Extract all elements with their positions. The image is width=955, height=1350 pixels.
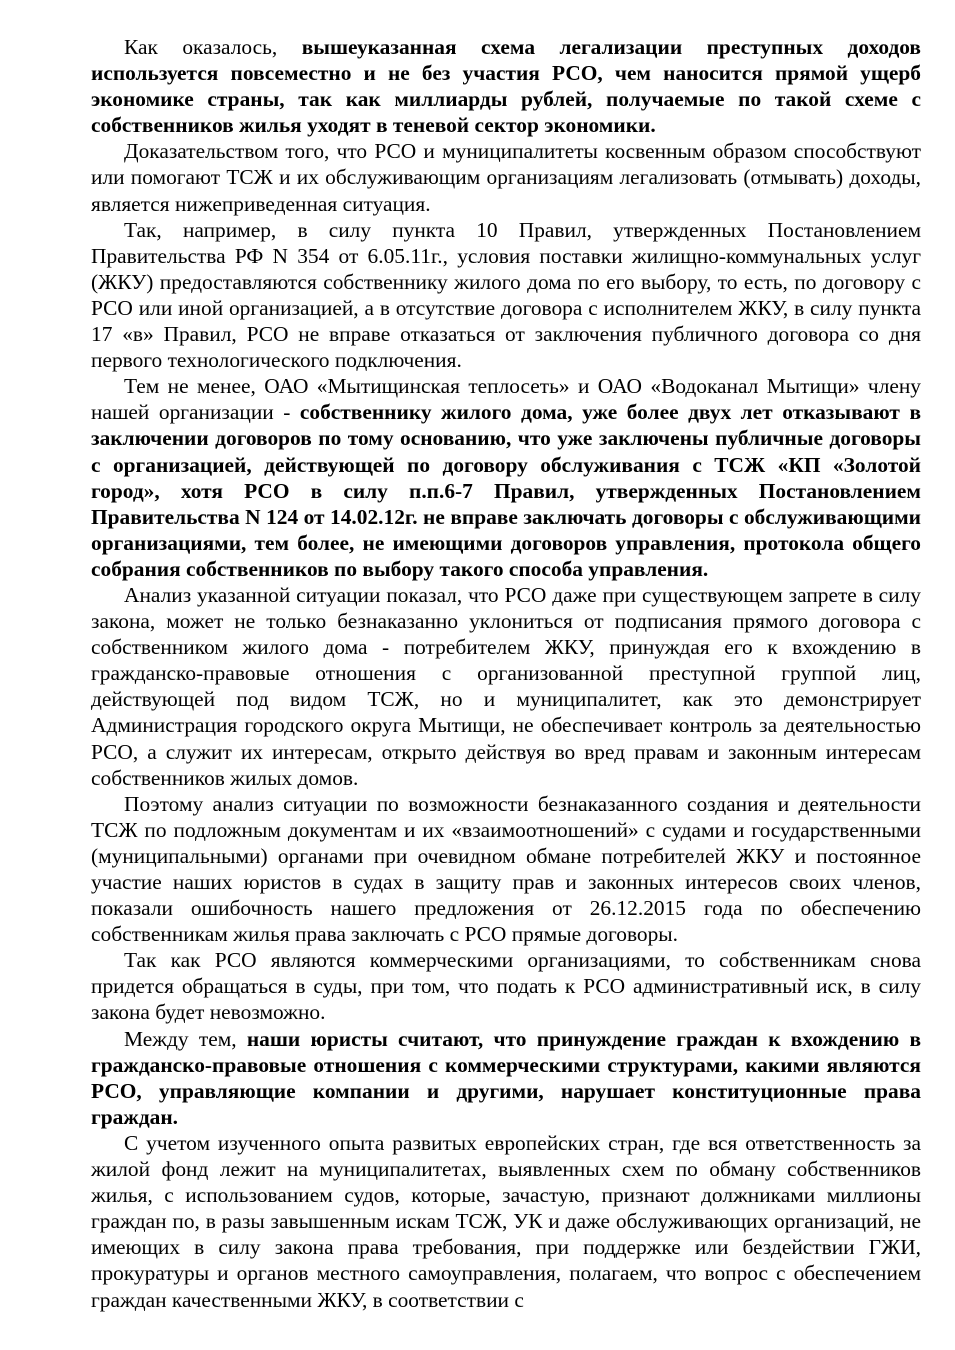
paragraph-8 <box>91 1026 921 1130</box>
paragraph-3-text: Так, например, в силу пункта 10 Правил, утвержденных Постановлением Правительства РФ N 354 от 6.05.11г., условия поставки жилищно-коммунальных услуг (ЖКУ) предоставляются собственнику жилого дома по его выбору, то есть, по договору с РСО или иной организацией, а в отсутствие договора с исполнителем ЖКУ, в силу пункта 17 «в» Правил, РСО не вправе отказаться от заключения публичного договора со дня первого технологического подключения. <box>91 217 921 373</box>
paragraph-6 <box>91 791 921 948</box>
paragraph-9 <box>91 1130 921 1313</box>
paragraph-3 <box>91 217 921 374</box>
paragraph-1-bold-text: вышеуказанная схема легализации преступных доходов используется повсеместно и не без участия РСО, чем наносится прямой ущерб экономике страны, так как миллиарды рублей, получаемые по такой схеме с собственников жилья уходят в теневой сектор экономики. <box>91 35 921 138</box>
document-page <box>91 34 921 1313</box>
paragraph-4 <box>91 373 921 582</box>
paragraph-8-bold-text: наши юристы считают, что принуждение граждан к вхождению в гражданско-правовые отношения с коммерческими структурами, какими являются РСО, управляющие компании и другими, нарушает конституционные права граждан. <box>91 1026 921 1129</box>
paragraph-9-text: С учетом изученного опыта развитых европейских стран, где вся ответственность за жилой фонд лежит на муниципалитетах, выявленных схем по обману собственников жилья, с использованием судов, которые, зачастую, признают должниками миллионы граждан по, в разы завышенным искам ТСЖ, УК и даже обслуживающих организаций, не имеющих в силу закона права требования, при поддержке или бездействии ГЖИ, прокуратуры и органов местного самоуправления, полагаем, что вопрос с обеспечением граждан качественными ЖКУ, в соответствии с <box>91 1130 921 1312</box>
paragraph-7 <box>91 947 921 1025</box>
paragraph-8-text: Между тем, <box>124 1026 247 1051</box>
paragraph-5 <box>91 582 921 791</box>
paragraph-4-text: Тем не менее, ОАО «Мытищинская теплосеть» и ОАО «Водоканал Мытищи» члену нашей организации - <box>91 374 921 425</box>
paragraph-5-text: Анализ указанной ситуации показал, что РСО даже при существующем запрете в силу закона, может не только безнаказанно уклониться от подписания прямого договора с собственником жилого дома - потребителем ЖКУ, принуждая его к вхождению в гражданско-правовые отношения с организованной преступной группой лиц, действующей под видом ТСЖ, но и муниципалитет, как это демонстрирует Администрация городского округа Мытищи, не обеспечивает контроль за деятельностью РСО, а служит их интересам, открыто действуя во вред правам и законным интересам собственников жилых домов. <box>91 582 921 790</box>
paragraph-7-text: Так как РСО являются коммерческими организациями, то собственникам снова придется обращаться в суды, при том, что подать к РСО административный иск, в силу закона будет невозможно. <box>91 948 921 1025</box>
paragraph-2-text: Доказательством того, что РСО и муниципалитеты косвенным образом способствуют или помогают ТСЖ и их обслуживающим организациям легализовать (отмывать) доходы, является нижеприведенная ситуация. <box>91 139 921 216</box>
paragraph-2 <box>91 138 921 216</box>
paragraph-1 <box>91 34 921 138</box>
paragraph-1-text: Как оказалось, <box>124 35 302 59</box>
paragraph-4-bold-text: собственнику жилого дома, уже более двух лет отказывают в заключении договоров по тому основанию, что уже заключены публичные договоры с организацией, действующей по договору обслуживания с ТСЖ «КП «Золотой город», хотя РСО в силу п.п.6-7 Правил, утвержденных Постановлением Правительства N 124 от 14.02.12г. не вправе заключать договоры с обслуживающими организациями, тем более, не имеющими договоров управления, протокола общего собрания собственников по выбору такого способа управления. <box>91 400 922 581</box>
paragraph-6-text: Поэтому анализ ситуации по возможности безнаказанного создания и деятельности ТСЖ по подложным документам и их «взаимоотношений» с судами и государственными (муниципальными) органами при очевидном обмане потребителей ЖКУ и постоянное участие наших юристов в судах в защиту прав и законных интересов своих членов, показали ошибочность нашего предложения от 26.12.2015 года по обеспечению собственникам жилья права заключать с РСО прямые договоры. <box>91 791 921 947</box>
